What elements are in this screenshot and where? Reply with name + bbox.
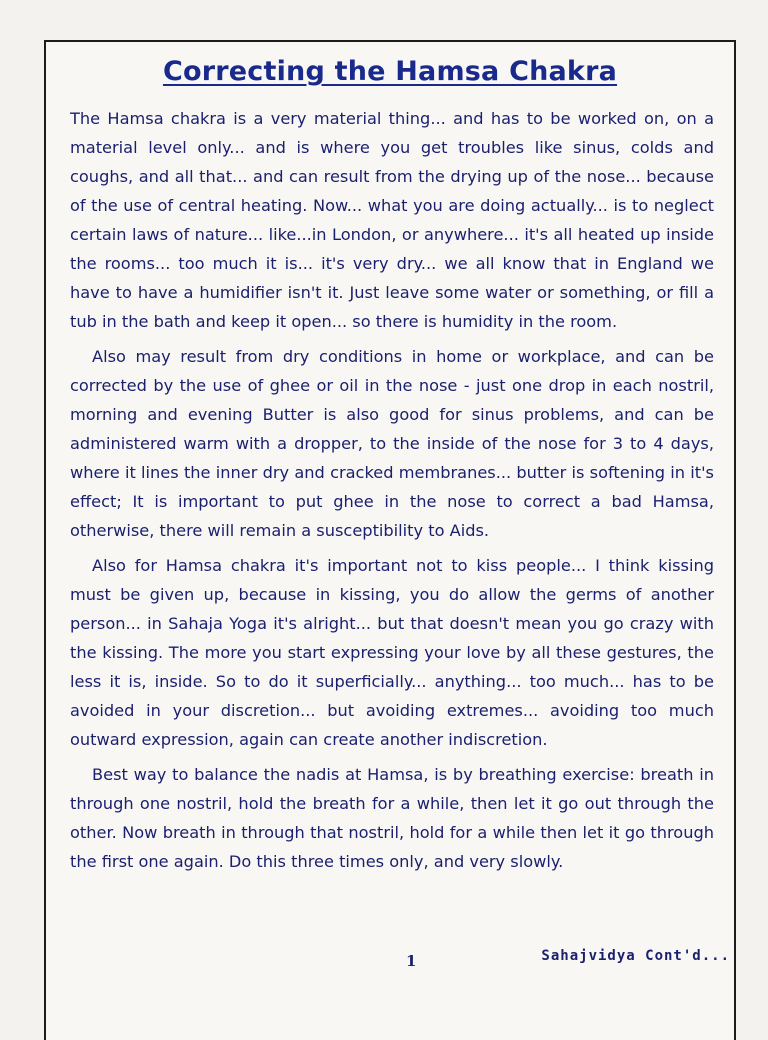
paragraph-1: The Hamsa chakra is a very material thing... and has to be worked on, on a material level only... and is where you get troubles like sinus, colds and coughs, and all that... and can result from the drying up of the nose... because of the use of central heating. Now... what you are doing actually... is to neglect certain laws of nature... like...in London, or anywhere... it's all heated up inside the rooms... too much it is... it's very dry... we all know that in England we have to have a humidifier isn't it. Just leave some water or something, or fill a tub in the bath and keep it open... so there is humidity in the room. <box>70 109 714 331</box>
paragraph-2: Also may result from dry conditions in home or workplace, and can be corrected by the use of ghee or oil in the nose - just one drop in each nostril, morning and evening Butter is also good for sinus problems, and can be administered warm with a dropper, to the inside of the nose for 3 to 4 days, where it lines the inner dry and cracked membranes... butter is softening in it's effect; It is important to put ghee in the nose to correct a bad Hamsa, otherwise, there will remain a susceptibility to Aids. <box>70 347 714 540</box>
page-frame <box>44 40 736 1040</box>
paragraph-4: Best way to balance the nadis at Hamsa, is by breathing exercise: breath in through one nostril, hold the breath for a while, then let it go out through the other. Now breath in through that nostril, hold for a while then let it go through the first one again. Do this three times only, and very slowly. <box>70 765 714 871</box>
continued-note: Sahajvidya Cont'd... <box>541 948 730 964</box>
paragraph-3: Also for Hamsa chakra it's important not to kiss people... I think kissing must be given up, because in kissing, you do allow the germs of another person... in Sahaja Yoga it's alright... but that doesn't mean you go crazy with the kissing. The more you start expressing your love by all these gestures, the less it is, inside. So to do it superficially... anything... too much... has to be avoided in your discretion... but avoiding extremes... avoiding too much outward expression, again can create another indiscretion. <box>70 556 714 749</box>
page-title: Correcting the Hamsa Chakra <box>162 56 618 87</box>
page-number: 1 <box>406 952 417 970</box>
article-body <box>70 104 714 882</box>
page-footer <box>46 948 734 978</box>
